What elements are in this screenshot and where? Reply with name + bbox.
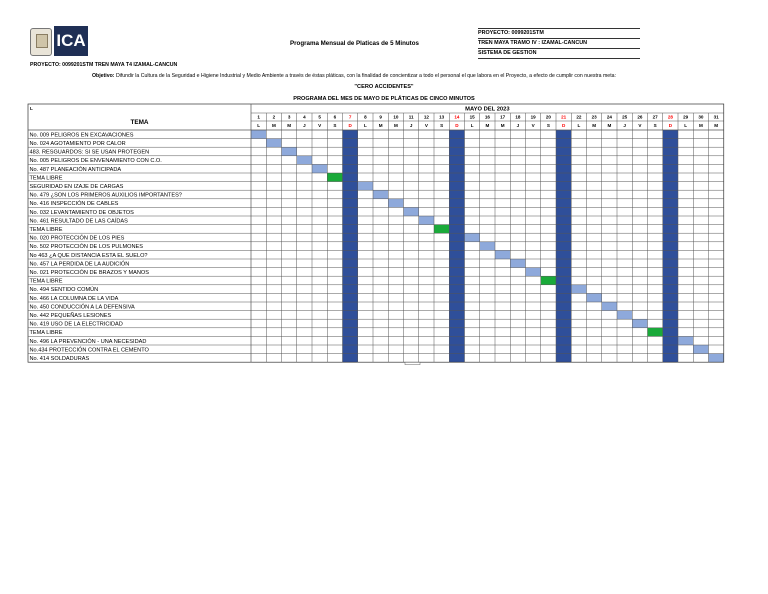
day-number: 24 [606, 114, 612, 120]
weekday-letter: L [363, 123, 367, 129]
day-number: 4 [303, 114, 306, 120]
weekday-letter: M [271, 123, 276, 129]
topic-label: No. 494 SENTIDO COMÚN [29, 287, 99, 294]
topic-label: TEMA LIBRE [29, 175, 63, 182]
scheduled-cell [602, 302, 617, 311]
weekday-letter: M [393, 123, 398, 129]
weekday-letter: M [287, 123, 292, 129]
objective-text: Difundir la Cultura de la Seguridad e Higiene Industrial y Medio Ambiente a través de éstas pláticas, con la finalidad de concientizar a todo el personal el que labora en el Proyecto, a efecto de cumplir con nuestra meta: [115, 73, 616, 79]
day-number: 7 [348, 114, 352, 120]
day-number: 30 [698, 114, 704, 120]
scheduled-cell [434, 225, 449, 234]
topic-label: No. 466 LA COLUMNA DE LA VIDA [29, 295, 119, 302]
weekday-letter: S [333, 123, 337, 129]
topic-label: No. 502 PROTECCIÓN DE LOS PULMONES [29, 244, 143, 251]
day-number: 26 [637, 114, 643, 120]
scheduled-cell [617, 311, 632, 320]
day-number: 11 [408, 114, 414, 120]
scheduled-cell [480, 242, 495, 251]
scheduled-cell [495, 250, 510, 259]
scheduled-cell [419, 216, 434, 225]
topic-label: No. 020 PROTECCIÓN DE LOS PIES [29, 235, 125, 242]
weekday-letter: V [424, 123, 428, 129]
topic-label: No. 496 LA PREVENCIÓN - UNA NECESIDAD [29, 338, 147, 345]
topic-label: No. 461 RESULTADO DE LAS CAÍDAS [29, 218, 128, 225]
weekday-letter: M [485, 123, 490, 129]
weekday-letter: V [531, 123, 535, 129]
weekday-letter: J [623, 123, 626, 129]
topic-label: No. 416 INSPECCIÓN DE CABLES [29, 201, 119, 208]
sunday-column [343, 130, 358, 362]
weekday-letter: L [577, 123, 581, 129]
day-number: 6 [333, 114, 337, 120]
weekday-letter: D [455, 123, 459, 129]
day-number: 10 [393, 114, 399, 120]
topic-label: TEMA LIBRE [29, 227, 63, 233]
scheduled-cell [587, 293, 602, 302]
scheduled-cell [678, 336, 693, 345]
sunday-column [663, 130, 678, 362]
document-title: Programa Mensual de Platicas de 5 Minutos [290, 40, 419, 47]
day-number: 8 [364, 114, 367, 120]
scheduled-cell [251, 130, 266, 139]
scheduled-cell [404, 207, 419, 216]
scheduled-cell [510, 259, 525, 268]
weekday-letter: M [607, 123, 612, 129]
weekday-letter: V [318, 123, 322, 129]
topic-label: No. 021 PROTECCIÓN DE BRAZOS Y MANOS [29, 270, 149, 276]
topic-label: SEGURIDAD EN IZAJE DE CARGAS [29, 184, 124, 190]
topic-label: No. 457 LA PERDIDA DE LA AUDICIÓN [29, 261, 130, 268]
weekday-letter: L [257, 123, 261, 129]
scheduled-cell [266, 139, 281, 148]
weekday-letter: S [546, 123, 550, 129]
weekday-letter: S [653, 123, 657, 129]
day-number: 5 [318, 114, 321, 120]
day-number: 31 [713, 114, 719, 120]
day-number: 27 [652, 114, 658, 120]
project-line: PROYECTO: 0099201STM TREN MAYA T4 IZAMAL-CANCUN [30, 62, 178, 68]
header-project-code: PROYECTO: 0099201STM [478, 28, 640, 39]
topic-label: No. 442 PEQUEÑAS LESIONES [29, 313, 112, 319]
scheduled-cell [632, 319, 647, 328]
scheduled-cell [297, 156, 312, 165]
scheduled-cell [312, 164, 327, 173]
month-label: MAYO DEL 2023 [465, 106, 510, 113]
sunday-column [556, 130, 571, 362]
table-tab [405, 362, 420, 365]
weekday-letter: V [638, 123, 642, 129]
topic-label: 483. RESGUARDOS: SI SE USAN PROTEGEN [29, 149, 150, 156]
topic-label: No. 419 USO DE LA ELECTRICIDAD [29, 321, 123, 328]
day-number: 23 [591, 114, 597, 120]
weekday-letter: M [714, 123, 719, 129]
topic-label: TEMA LIBRE [29, 330, 63, 337]
weekday-letter: M [592, 123, 597, 129]
weekday-letter: M [378, 123, 383, 129]
day-number: 3 [287, 114, 291, 120]
day-number: 20 [545, 114, 551, 120]
weekday-letter: J [303, 123, 306, 129]
day-number: 25 [622, 114, 628, 120]
header-system: SISTEMA DE GESTION [478, 49, 640, 59]
day-number: 29 [683, 114, 689, 120]
program-title: PROGRAMA DEL MES DE MAYO DE PLÁTICAS DE CINCO MINUTOS [293, 96, 475, 102]
scheduled-cell [693, 345, 708, 354]
weekday-letter: D [668, 123, 673, 129]
header-project-name: TREN MAYA TRAMO IV : IZAMAL-CANCUN [478, 39, 640, 49]
topic-header: TEMA [130, 119, 149, 126]
topic-label: No. 009 PELIGROS EN EXCAVACIONES [29, 132, 134, 139]
topic-label: No. 479 ¿SON LOS PRIMEROS AUXILIOS IMPORTANTES? [29, 192, 182, 199]
day-number: 17 [500, 114, 506, 120]
sunday-column [449, 130, 464, 362]
day-number: 2 [272, 114, 276, 120]
scheduled-cell [648, 328, 663, 337]
topic-label: TEMA LIBRE [29, 278, 63, 285]
day-number: 13 [439, 114, 445, 120]
weekday-letter: D [561, 123, 566, 129]
day-number: 14 [454, 114, 460, 120]
scheduled-cell [465, 233, 480, 242]
day-number: 19 [530, 114, 536, 120]
scheduled-cell [358, 182, 373, 191]
day-number: 28 [667, 114, 673, 120]
day-number: 1 [257, 114, 260, 120]
scheduled-cell [541, 276, 556, 285]
weekday-letter: M [500, 123, 505, 129]
topic-label: No. 414 SOLDADURAS [29, 356, 90, 362]
topic-label: No. 032 LEVANTAMIENTO DE OBJETOS [29, 209, 134, 216]
weekday-letter: J [409, 123, 413, 129]
day-number: 12 [423, 114, 429, 120]
objective-label: Objetivo: [92, 73, 115, 79]
topic-label: No. 450 CONDUCCIÓN A LA DEFENSIVA [29, 304, 135, 311]
topic-label: No. 487 PLANEACIÓN ANTICIPADA [29, 166, 122, 173]
scheduled-cell [571, 285, 586, 294]
day-number: 16 [484, 114, 490, 120]
scheduled-cell [709, 354, 724, 363]
weekday-letter: L [470, 123, 474, 129]
weekday-letter: S [440, 123, 444, 129]
scheduled-cell [388, 199, 403, 208]
day-number: 22 [576, 114, 582, 120]
weekday-letter: J [516, 123, 520, 129]
topic-label: No. 024 AGOTAMIENTO POR CALOR [29, 141, 126, 147]
weekday-letter: L [684, 123, 688, 129]
day-number: 21 [561, 114, 567, 120]
motto: "CERO ACCIDENTES" [354, 84, 414, 90]
day-number: 18 [515, 114, 521, 120]
day-number: 15 [469, 114, 475, 120]
logo-text: ICA [54, 26, 88, 56]
scheduled-cell [373, 190, 388, 199]
scheduled-cell [526, 268, 541, 277]
scheduled-cell [327, 173, 342, 182]
corner-mark: L [30, 106, 33, 111]
topic-label: No.434 PROTECCIÓN CONTRA EL CEMENTO [29, 347, 149, 354]
weekday-letter: D [348, 123, 352, 129]
weekday-letter: M [698, 123, 703, 129]
day-number: 9 [379, 114, 382, 120]
scheduled-cell [282, 147, 297, 156]
topic-label: No. 005 PELIGROS DE ENVENAMIENTO CON C.O. [29, 158, 162, 165]
topic-label: No 463 ¿A QUE DISTANCIA ESTA EL SUELO? [29, 252, 148, 259]
